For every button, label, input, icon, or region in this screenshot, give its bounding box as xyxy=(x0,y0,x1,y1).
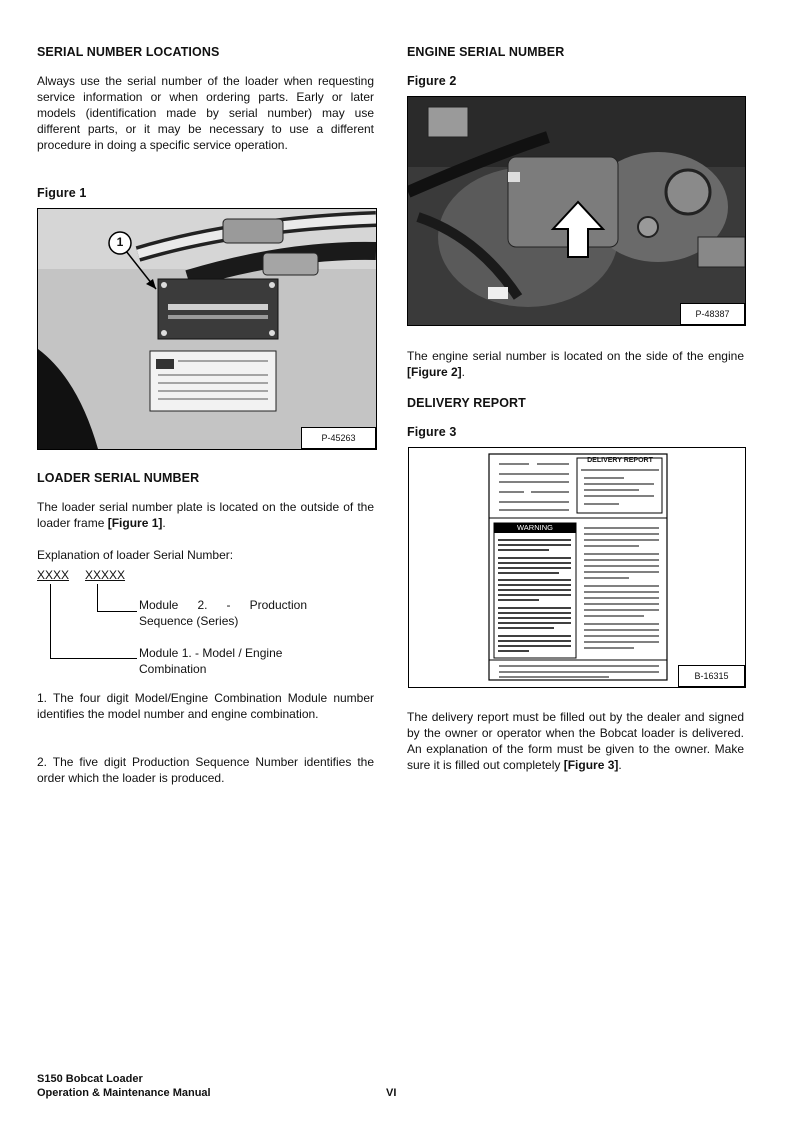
module2-connector-horizontal xyxy=(97,611,137,612)
figure1-callout: 1 xyxy=(116,235,124,249)
delivery-report-body: The delivery report must be filled out by the dealer and signed by the owner or operator when the Bobcat loader is delivered. An explanation of the form must be given to the owner. Make sure it is filled out completely [Figure 3]. xyxy=(407,710,744,772)
engine-serial-heading: ENGINE SERIAL NUMBER xyxy=(407,45,565,59)
figure2-photo-code: P-48387 xyxy=(680,303,745,325)
figure2-label: Figure 2 xyxy=(407,74,457,88)
serial-code-part1: XXXX xyxy=(37,568,70,582)
form-title: DELIVERY REPORT xyxy=(587,457,653,464)
loader-serial-body: The loader serial number plate is located on the outside of the loader frame [Figure 1]. xyxy=(37,500,374,530)
module2-connector-vertical xyxy=(97,584,98,612)
module1-connector-vertical xyxy=(50,584,51,659)
serial-locations-body: Always use the serial number of the loader when requesting service information or when ordering parts. Early or later models (identification made by serial number) may use different parts, or it may be necessary to use a different procedure in doing a specific service operation. xyxy=(37,74,374,152)
module1-connector-horizontal xyxy=(50,658,137,659)
footer-manual-title: S150 Bobcat Loader Operation & Maintenance Manual xyxy=(37,1073,211,1099)
loader-serial-note1: 1. The four digit Model/Engine Combination Module number identifies the model number and engine combination. xyxy=(37,691,374,721)
serial-code-part2: XXXXX xyxy=(85,568,126,582)
figure1-photo xyxy=(37,208,377,450)
delivery-report-heading: DELIVERY REPORT xyxy=(407,396,526,410)
module2-description: Module 2. - Production Sequence (Series) xyxy=(139,598,307,628)
figure3-label: Figure 3 xyxy=(407,425,457,439)
form-warning-label: WARNING xyxy=(517,523,553,532)
figure1-label: Figure 1 xyxy=(37,186,87,200)
footer-page-number: VI xyxy=(386,1087,397,1099)
engine-serial-body: The engine serial number is located on the side of the engine [Figure 2]. xyxy=(407,349,744,379)
figure1-photo-code: P-45263 xyxy=(301,427,376,449)
figure3-form-image xyxy=(408,447,746,688)
loader-serial-heading: LOADER SERIAL NUMBER xyxy=(37,471,200,485)
figure3-photo-code: B-16315 xyxy=(678,665,745,687)
serial-locations-heading: SERIAL NUMBER LOCATIONS xyxy=(37,45,220,59)
module1-description: Module 1. - Model / Engine Combination xyxy=(139,646,283,676)
serial-explanation-label: Explanation of loader Serial Number: xyxy=(37,548,234,562)
figure2-photo xyxy=(407,96,746,326)
loader-serial-note2: 2. The five digit Production Sequence Number identifies the order which the loader is produced. xyxy=(37,755,374,785)
